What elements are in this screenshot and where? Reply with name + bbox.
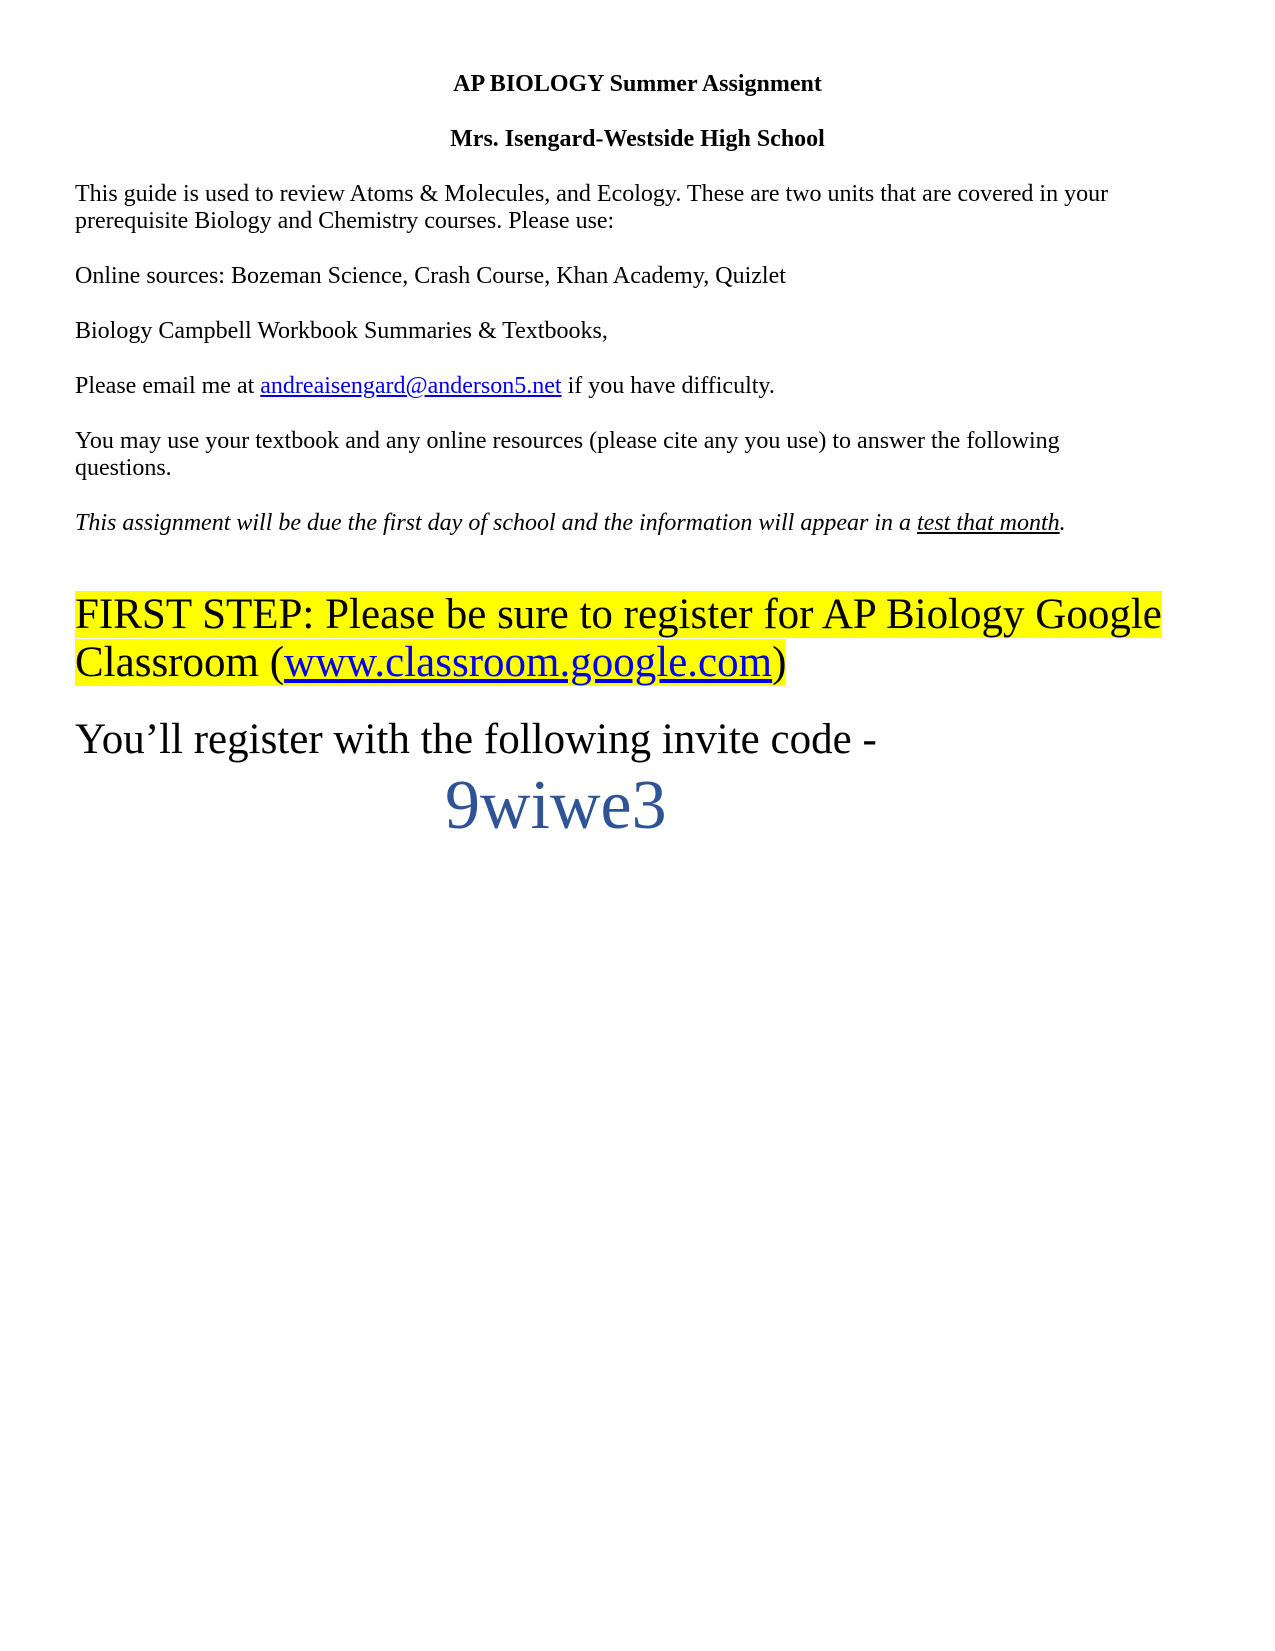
due-date-note bbox=[75, 510, 1066, 538]
first-step-line-1 bbox=[75, 591, 1162, 639]
invite-instruction: You’ll register with the following invite code - bbox=[75, 716, 877, 763]
first-step-highlight bbox=[75, 639, 786, 686]
first-step-line-2 bbox=[75, 639, 786, 687]
resources-line-1: You may use your textbook and any online resources (please cite any you use) to answer the following bbox=[75, 428, 1060, 454]
intro-line-1: This guide is used to review Atoms & Molecules, and Ecology. These are two units that are covered in your bbox=[75, 181, 1109, 207]
first-step-text: FIRST STEP: Please be sure to register for AP Biology Google bbox=[75, 591, 1162, 638]
email-link[interactable]: andreaisengard@anderson5.net bbox=[260, 373, 562, 399]
contact-prefix: Please email me at bbox=[75, 373, 261, 399]
document-title: AP BIOLOGY Summer Assignment bbox=[453, 71, 822, 97]
classroom-suffix: ) bbox=[772, 639, 787, 686]
book-sources: Biology Campbell Workbook Summaries & Textbooks, bbox=[75, 318, 608, 344]
due-suffix: . bbox=[1059, 510, 1066, 536]
due-prefix: This assignment will be due the first day of school and the information will appear in a bbox=[75, 510, 917, 536]
contact-suffix: if you have difficulty. bbox=[561, 373, 775, 399]
contact-paragraph bbox=[75, 373, 775, 401]
classroom-prefix: Classroom ( bbox=[75, 639, 285, 686]
due-underlined: test that month bbox=[917, 510, 1060, 536]
document-subtitle: Mrs. Isengard-Westside High School bbox=[450, 126, 825, 152]
intro-line-2: prerequisite Biology and Chemistry courses. Please use: bbox=[75, 208, 615, 234]
resources-line-2: questions. bbox=[75, 455, 172, 481]
online-sources: Online sources: Bozeman Science, Crash Course, Khan Academy, Quizlet bbox=[75, 263, 786, 289]
invite-code: 9wiwe3 bbox=[445, 767, 667, 844]
classroom-link[interactable]: www.classroom.google.com bbox=[284, 639, 773, 686]
